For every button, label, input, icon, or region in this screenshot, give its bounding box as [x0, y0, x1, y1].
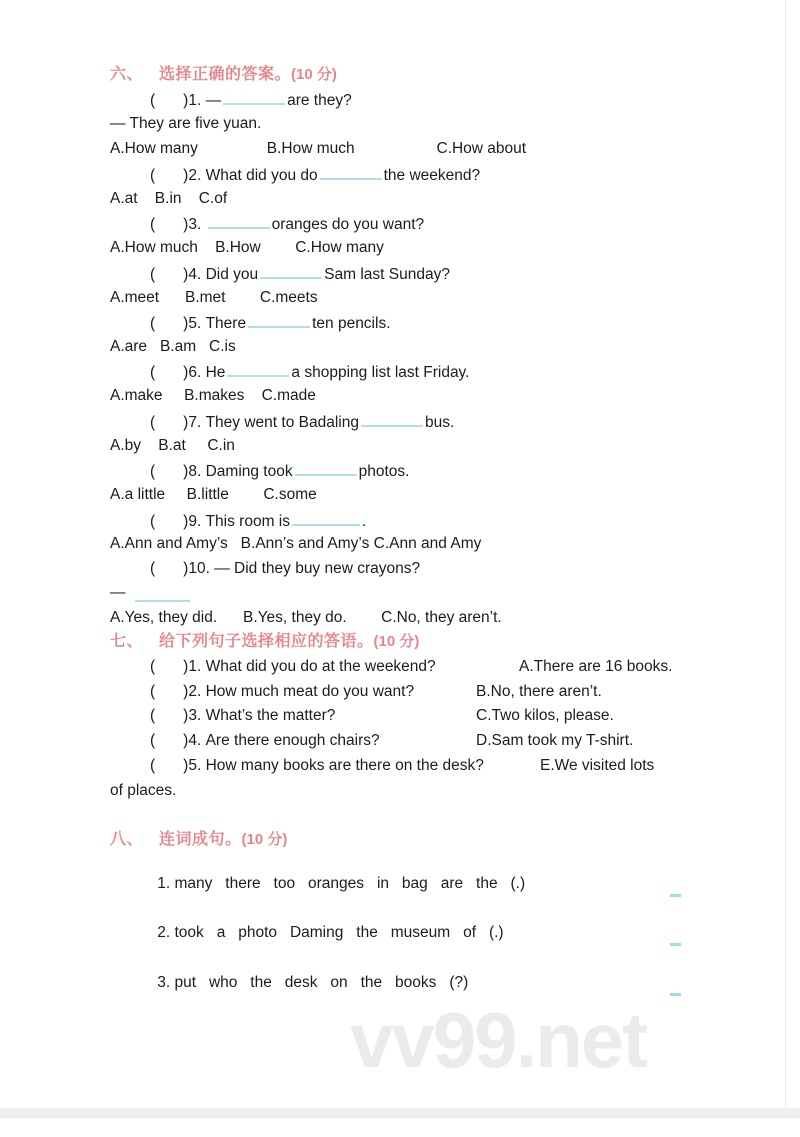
- q9-index: 9.: [188, 513, 202, 530]
- section-6-number: 六、: [110, 66, 144, 83]
- m3-index: 3.: [188, 707, 202, 724]
- q4-paren-open: (: [150, 266, 156, 283]
- me-letter: E.: [540, 757, 555, 774]
- question-6-6-options: A.make B.makes C.made: [110, 387, 316, 404]
- q4-paren-close: ): [183, 266, 189, 283]
- q1-stem-before: —: [205, 92, 222, 109]
- question-6-3-options: A.How much B.How C.How many: [110, 239, 384, 256]
- wo1-text: many there too oranges in bag are the (.): [174, 875, 526, 892]
- q5-stem-after: ten pencils.: [312, 315, 391, 332]
- m5-text: How many books are there on the desk?: [205, 757, 484, 774]
- question-6-9: [150, 510, 366, 532]
- me-text: We visited lots: [554, 757, 655, 774]
- q10-paren-open: (: [150, 560, 156, 577]
- q10-index: 10.: [188, 560, 210, 577]
- q4-stem-before: Did you: [205, 266, 259, 283]
- q1-index: 1.: [188, 92, 202, 109]
- q3-paren-open: (: [150, 216, 156, 233]
- q2-paren-open: (: [150, 167, 156, 184]
- ma-text: There are 16 books.: [533, 658, 673, 675]
- m5-paren-close: ): [183, 757, 189, 774]
- q6-stem-before: He: [205, 364, 226, 381]
- section-7-title: 给下列句子选择相应的答语。: [159, 633, 374, 650]
- m1-paren-close: ): [183, 658, 189, 675]
- question-6-1: [150, 89, 352, 111]
- q7-blank[interactable]: [361, 411, 423, 427]
- m1-text: What did you do at the weekend?: [205, 658, 436, 675]
- wo2-index: 2.: [157, 924, 171, 941]
- m4-index: 4.: [188, 732, 202, 749]
- match-prompt-2: [150, 682, 414, 702]
- m1-paren-open: (: [150, 658, 156, 675]
- q3-index: 3.: [188, 216, 202, 233]
- q8-paren-open: (: [150, 463, 156, 480]
- question-6-5-options: A.are B.am C.is: [110, 338, 236, 355]
- match-answer-e-wrap: of places.: [110, 782, 177, 799]
- question-6-2-options: A.at B.in C.of: [110, 190, 228, 207]
- answer-tick-2: [670, 943, 681, 946]
- answer-tick-1: [670, 894, 681, 897]
- question-6-10-options: A.Yes, they did. B.Yes, they do. C.No, they aren’t.: [110, 609, 502, 626]
- q7-stem-after: bus.: [424, 414, 455, 431]
- question-6-7: [150, 411, 454, 433]
- q7-paren-close: ): [183, 414, 189, 431]
- md-letter: D.: [476, 732, 492, 749]
- q8-paren-close: ): [183, 463, 189, 480]
- section-6-title: 选择正确的答案。: [159, 66, 292, 83]
- match-answer-d: [476, 731, 633, 751]
- q9-blank[interactable]: [292, 510, 360, 526]
- section-heading-6: [110, 65, 337, 85]
- q8-stem-after: photos.: [358, 463, 410, 480]
- match-answer-b: [476, 682, 602, 702]
- q9-stem-before: This room is: [205, 513, 290, 530]
- q1-stem-after: are they?: [287, 92, 352, 109]
- section-heading-8: [110, 830, 287, 850]
- match-prompt-3: [150, 706, 335, 726]
- q9-stem-after: .: [362, 513, 367, 530]
- question-6-10-blank[interactable]: [135, 600, 190, 602]
- q7-stem-before: They went to Badaling: [205, 414, 359, 431]
- wo3-text: put who the desk on the books (?): [174, 974, 469, 991]
- section-8-title: 连词成句。: [159, 831, 242, 848]
- q3-paren-close: ): [183, 216, 189, 233]
- q10-paren-close: ): [183, 560, 189, 577]
- section-heading-7: [110, 632, 419, 652]
- q5-index: 5.: [188, 315, 202, 332]
- match-prompt-4: [150, 731, 380, 751]
- question-6-4: [150, 263, 450, 285]
- m2-paren-close: ): [183, 683, 189, 700]
- m3-paren-open: (: [150, 707, 156, 724]
- q4-stem-after: Sam last Sunday?: [324, 266, 450, 283]
- question-6-8-options: A.a little B.little C.some: [110, 486, 317, 503]
- section-8-points: (10 分): [241, 831, 288, 848]
- q7-index: 7.: [188, 414, 202, 431]
- question-6-1-extra-line: — They are five yuan.: [110, 115, 262, 132]
- q2-blank[interactable]: [320, 164, 382, 180]
- q10-stem-before: — Did they buy new crayons?: [214, 560, 421, 577]
- q8-stem-before: Daming took: [205, 463, 293, 480]
- q5-paren-close: ): [183, 315, 189, 332]
- m2-index: 2.: [188, 683, 202, 700]
- q6-paren-close: ): [183, 364, 189, 381]
- q8-index: 8.: [188, 463, 202, 480]
- question-6-10-answer-dash: —: [110, 584, 126, 601]
- question-6-3: [150, 213, 424, 235]
- m5-index: 5.: [188, 757, 202, 774]
- question-6-7-options: A.by B.at C.in: [110, 437, 235, 454]
- match-prompt-5: [150, 756, 484, 776]
- m1-index: 1.: [188, 658, 202, 675]
- question-6-1-options: A.How many B.How much C.How about: [110, 140, 527, 157]
- q5-stem-before: There: [205, 315, 247, 332]
- q6-stem-after: a shopping list last Friday.: [291, 364, 470, 381]
- m2-paren-open: (: [150, 683, 156, 700]
- q2-stem-before: What did you do: [205, 167, 318, 184]
- q6-blank[interactable]: [227, 361, 289, 377]
- q2-index: 2.: [188, 167, 202, 184]
- match-answer-e: [540, 756, 654, 776]
- q2-stem-after: the weekend?: [383, 167, 481, 184]
- q4-index: 4.: [188, 266, 202, 283]
- ma-letter: A.: [519, 658, 534, 675]
- q3-blank[interactable]: [208, 213, 270, 229]
- q1-paren-close: ): [183, 92, 189, 109]
- m4-paren-close: ): [183, 732, 189, 749]
- wo1-index: 1.: [157, 875, 171, 892]
- question-6-8: [150, 460, 409, 482]
- mb-letter: B.: [476, 683, 491, 700]
- mb-text: No, there aren’t.: [490, 683, 602, 700]
- m5-paren-open: (: [150, 757, 156, 774]
- wo2-text: took a photo Daming the museum of (.): [174, 924, 504, 941]
- q2-paren-close: ): [183, 167, 189, 184]
- m2-text: How much meat do you want?: [205, 683, 415, 700]
- wo3-index: 3.: [157, 974, 171, 991]
- md-text: Sam took my T-shirt.: [491, 732, 634, 749]
- q9-paren-close: ): [183, 513, 189, 530]
- q6-paren-open: (: [150, 364, 156, 381]
- mc-letter: C.: [476, 707, 492, 724]
- question-6-5: [150, 312, 391, 334]
- question-6-10: [150, 559, 420, 579]
- q4-blank[interactable]: [260, 263, 322, 279]
- match-prompt-1: [150, 657, 436, 677]
- q9-paren-open: (: [150, 513, 156, 530]
- q6-index: 6.: [188, 364, 202, 381]
- question-6-9-options: A.Ann and Amy’s B.Ann’s and Amy’s C.Ann and Amy: [110, 535, 482, 552]
- q1-blank[interactable]: [223, 89, 285, 105]
- m3-paren-close: ): [183, 707, 189, 724]
- section-8-number: 八、: [110, 831, 144, 848]
- section-6-points: (10 分): [291, 66, 337, 83]
- m4-paren-open: (: [150, 732, 156, 749]
- section-7-number: 七、: [110, 633, 144, 650]
- match-answer-c: [476, 706, 614, 726]
- question-6-4-options: A.meet B.met C.meets: [110, 289, 318, 306]
- q5-blank[interactable]: [248, 312, 310, 328]
- q8-blank[interactable]: [295, 460, 357, 476]
- match-answer-a: [519, 657, 672, 677]
- q5-paren-open: (: [150, 315, 156, 332]
- question-6-6: [150, 361, 469, 383]
- q3-stem-after: oranges do you want?: [271, 216, 425, 233]
- m3-text: What’s the matter?: [205, 707, 336, 724]
- m4-text: Are there enough chairs?: [205, 732, 380, 749]
- site-watermark: vv99.net: [350, 996, 647, 1084]
- answer-tick-3: [670, 993, 681, 996]
- q7-paren-open: (: [150, 414, 156, 431]
- q1-paren-open: (: [150, 92, 156, 109]
- section-7-points: (10 分): [373, 633, 420, 650]
- question-6-2: [150, 164, 480, 186]
- mc-text: Two kilos, please.: [491, 707, 614, 724]
